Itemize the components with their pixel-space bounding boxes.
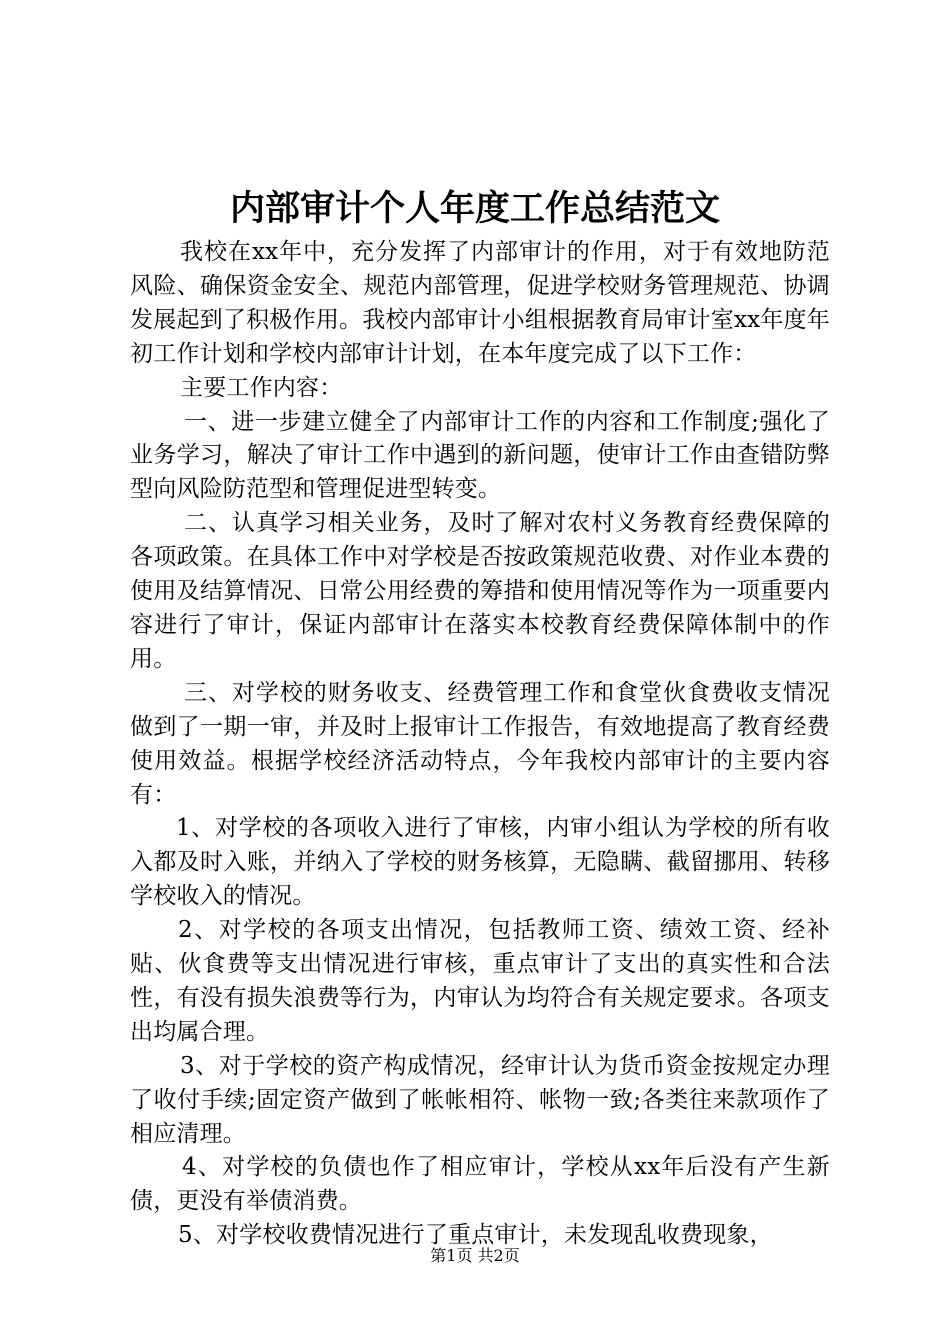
- paragraph-item-2: 二、认真学习相关业务，及时了解对农村义务教育经费保障的各项政策。在具体工作中对学校是否按政策规范收费、对作业本费的使用及结算情况、日常公用经费的筹措和使用情况等作为一项重要内容进行了审计，保证内部审计在落实本校教育经费保障体制中的作用。: [130, 510, 830, 672]
- document-title: 内部审计个人年度工作总结范文: [229, 188, 720, 229]
- document-body: [130, 236, 830, 1253]
- page-number-footer: 第1页 共2页: [430, 1246, 520, 1265]
- paragraph-item-1: 一、进一步建立健全了内部审计工作的内容和工作制度;强化了业务学习，解决了审计工作中遇到的新问题，使审计工作由查错防弊型向风险防范型和管理促进型转变。: [130, 408, 830, 503]
- paragraph-subitem-3: 3、对于学校的资产构成情况，经审计认为货币资金按规定办理了收付手续;固定资产做到了帐帐相符、帐物一致;各类往来款项作了相应清理。: [130, 1052, 830, 1147]
- paragraph-subitem-4: 4、对学校的负债也作了相应审计，学校从xx年后没有产生新债，更没有举债消费。: [130, 1154, 830, 1215]
- paragraph-subitem-5: 5、对学校收费情况进行了重点审计，未发现乱收费现象，: [178, 1222, 773, 1249]
- section-heading-main-work: 主要工作内容：: [180, 374, 343, 401]
- paragraph-item-3: 三、对学校的财务收支、经费管理工作和食堂伙食费收支情况做到了一期一审，并及时上报审计工作报告，有效地提高了教育经费使用效益。根据学校经济活动特点，今年我校内部审计的主要内容有：: [130, 679, 830, 808]
- paragraph-subitem-1: 1、对学校的各项收入进行了审核，内审小组认为学校的所有收入都及时入账，并纳入了学校的财务核算，无隐瞒、截留挪用、转移学校收入的情况。: [130, 815, 830, 910]
- paragraph-subitem-2: 2、对学校的各项支出情况，包括教师工资、绩效工资、经补贴、伙食费等支出情况进行审核，重点审计了支出的真实性和合法性，有没有损失浪费等行为，内审认为均符合有关规定要求。各项支出均属合理。: [130, 917, 830, 1045]
- intro-paragraph: 我校在xx年中，充分发挥了内部审计的作用，对于有效地防范风险、确保资金安全、规范内部管理，促进学校财务管理规范、协调发展起到了积极作用。我校内部审计小组根据教育局审计室xx年度年初工作计划和学校内部审计计划，在本年度完成了以下工作：: [130, 239, 830, 367]
